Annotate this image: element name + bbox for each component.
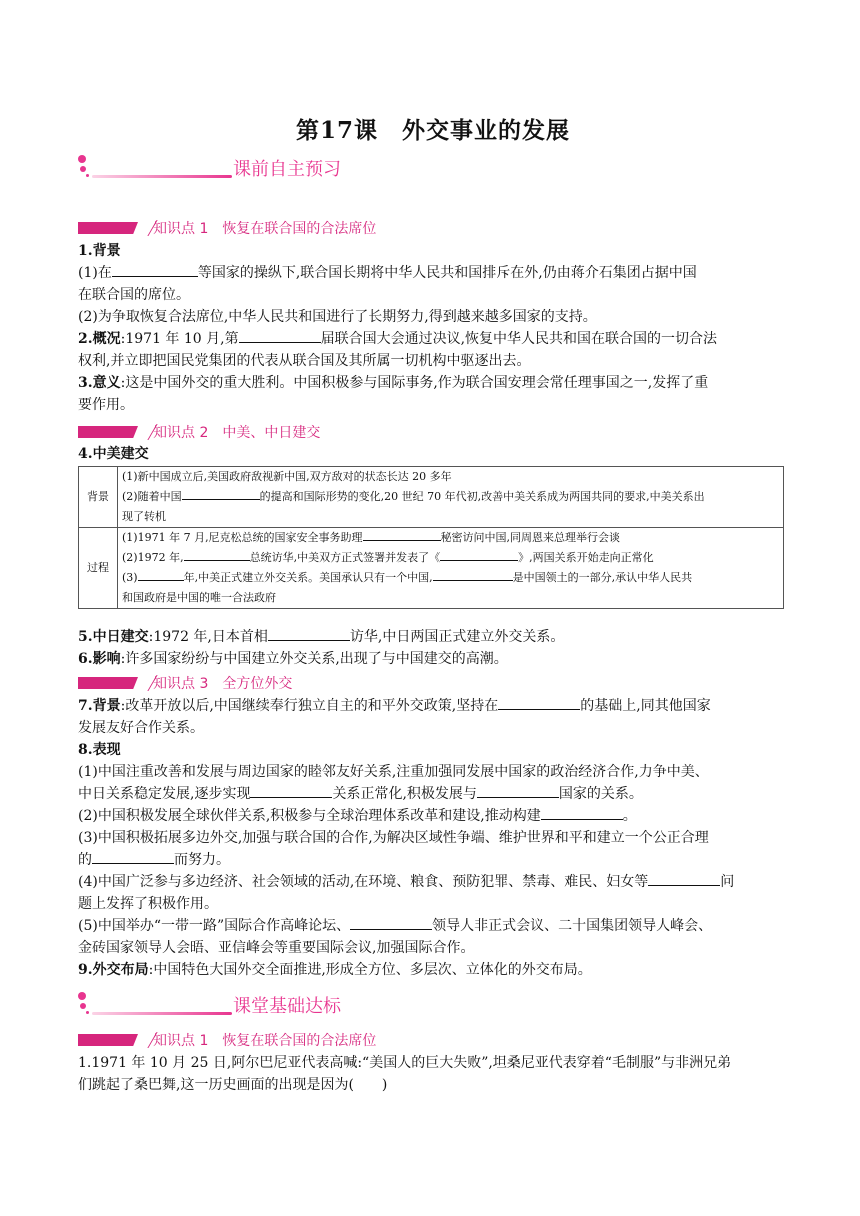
kp-tag-icon	[78, 426, 150, 438]
kp-tag-icon	[78, 677, 150, 689]
decorative-dots-icon	[78, 155, 98, 185]
text-line: (1)在 等国家的操纵下,联合国长期将中华人民共和国排斥在外,仍由蒋介石集团占据中国	[78, 262, 788, 284]
lesson-title: 第17课 外交事业的发展	[295, 117, 570, 144]
question-text: 1.1971 年 10 月 25 日,阿尔巴尼亚代表高喊:“美国人的巨大失败”,坦桑尼亚代表穿着“毛制服”与非洲兄弟	[78, 1055, 732, 1071]
fill-blank[interactable]	[138, 569, 184, 581]
knowledge-point-1: 知识点 1 恢复在联合国的合法席位	[78, 218, 478, 238]
fill-blank[interactable]	[112, 262, 198, 277]
fill-blank[interactable]	[648, 871, 720, 886]
knowledge-point-2: 知识点 2 中美、中日建交	[78, 422, 478, 442]
text-line: 发展友好合作关系。	[78, 720, 204, 736]
text-line: (2)中国积极发展全球伙伴关系,积极参与全球治理体系改革和建设,推动构建 。	[78, 805, 788, 827]
section-divider	[92, 175, 232, 178]
table-row-header: 背景	[79, 467, 118, 528]
section-header-preview	[78, 155, 378, 185]
section-title-classroom: 课堂基础达标	[233, 996, 341, 1017]
text-line: 6.影响:许多国家纷纷与中国建立外交关系,出现了与中国建交的高潮。	[78, 651, 508, 667]
section-divider	[92, 1012, 232, 1015]
text-line: (4)中国广泛参与多边经济、社会领域的活动,在环境、粮食、预防犯罪、禁毒、难民、妇女等 问	[78, 871, 788, 893]
text-line: 的 而努力。	[78, 849, 788, 871]
fill-blank[interactable]	[477, 783, 559, 798]
text-line: 8.表现	[78, 742, 121, 758]
text-line: 9.外交布局:中国特色大国外交全面推进,形成全方位、多层次、立体化的外交布局。	[78, 962, 592, 978]
table-cell: (1)新中国成立后,美国政府敌视新中国,双方敌对的状态长达 20 多年 (2)随着中国 的提高和国际形势的变化,20 世纪 70 年代初,改善中美关系成为两国共同的要求,中美关系出 现了转机	[118, 467, 784, 528]
table-cell: (1)1971 年 7 月,尼克松总统的国家安全事务助理 秘密访问中国,同周恩来总理举行会谈 (2)1972 年, 总统访华,中美双方正式签署并发表了《 》,两国关系开始走向正常化 (3) 年,中美正式建立外交关系。美国承认只有一个中国, 是中国领土的一部分,承认中华人民共 和国政府是中国的唯一合法政府	[118, 528, 784, 609]
fill-blank[interactable]	[92, 849, 174, 864]
fill-blank[interactable]	[363, 529, 441, 541]
text-line: 3.意义:这是中国外交的重大胜利。中国积极参与国际事务,作为联合国安理会常任理事国之一,发挥了重	[78, 375, 709, 391]
fill-blank[interactable]	[541, 805, 623, 820]
text-line: 要作用。	[78, 397, 134, 413]
knowledge-point-3: 知识点 3 全方位外交	[78, 673, 478, 693]
question-text: 们跳起了桑巴舞,这一历史画面的出现是因为( )	[78, 1077, 388, 1093]
text-line: 金砖国家领导人会晤、亚信峰会等重要国际会议,加强国际合作。	[78, 940, 475, 956]
table-row-header: 过程	[79, 528, 118, 609]
text-line: 1.背景	[78, 243, 121, 259]
fill-blank[interactable]	[433, 569, 513, 581]
kp-tag-icon	[78, 1034, 150, 1046]
table-row	[79, 528, 784, 609]
fill-blank[interactable]	[498, 695, 580, 710]
sino-us-relations-table	[78, 466, 784, 609]
text-line: (1)中国注重改善和发展与周边国家的睦邻友好关系,注重加强同发展中国家的政治经济合作,力争中美、	[78, 764, 709, 780]
text-line: 5.中日建交:1972 年,日本首相 访华,中日两国正式建立外交关系。	[78, 626, 788, 648]
knowledge-point-1-exercise: 知识点 1 恢复在联合国的合法席位	[78, 1030, 478, 1050]
text-line: (2)为争取恢复合法席位,中华人民共和国进行了长期努力,得到越来越多国家的支持。	[78, 309, 597, 325]
text-line: 中日关系稳定发展,逐步实现 关系正常化,积极发展与 国家的关系。	[78, 783, 788, 805]
text-line: 权利,并立即把国民党集团的代表从联合国及其所属一切机构中驱逐出去。	[78, 353, 531, 369]
text-line: 在联合国的席位。	[78, 287, 190, 303]
fill-blank[interactable]	[350, 915, 432, 930]
fill-blank[interactable]	[182, 488, 260, 500]
fill-blank[interactable]	[440, 549, 518, 561]
kp-tag-icon	[78, 222, 150, 234]
text-line: (5)中国举办“一带一路”国际合作高峰论坛、 领导人非正式会议、二十国集团领导人峰会、	[78, 915, 788, 937]
section-header-classroom	[78, 992, 378, 1022]
section-title-preview: 课前自主预习	[233, 159, 341, 180]
text-line: 题上发挥了积极作用。	[78, 896, 218, 912]
text-line: 4.中美建交	[78, 446, 149, 462]
table-row	[79, 467, 784, 528]
text-line: 7.背景:改革开放以后,中国继续奉行独立自主的和平外交政策,坚持在 的基础上,同其他国家	[78, 695, 788, 717]
fill-blank[interactable]	[268, 626, 350, 641]
decorative-dots-icon	[78, 992, 98, 1022]
fill-blank[interactable]	[184, 549, 250, 561]
text-line: 2.概况:1971 年 10 月,第 届联合国大会通过决议,恢复中华人民共和国在联合国的一切合法	[78, 328, 788, 350]
fill-blank[interactable]	[239, 328, 321, 343]
fill-blank[interactable]	[250, 783, 332, 798]
text-line: (3)中国积极拓展多边外交,加强与联合国的合作,为解决区域性争端、维护世界和平和建立一个公正合理	[78, 830, 709, 846]
